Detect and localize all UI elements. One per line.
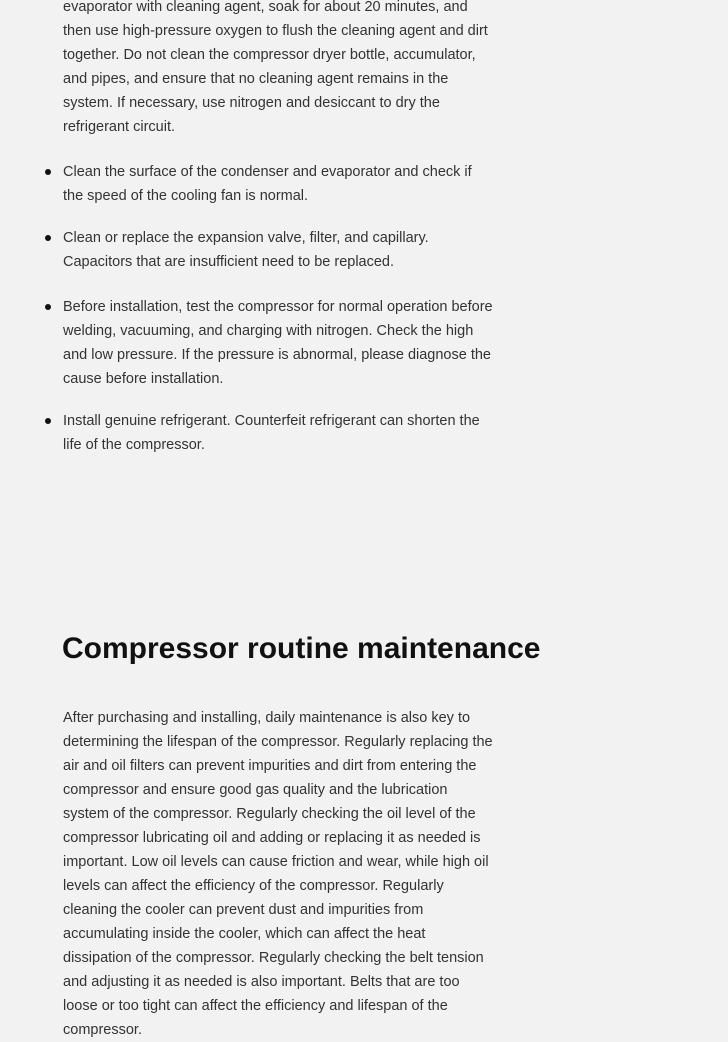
bullet-text: Clean the surface of the condenser and evaporator and check if the speed of the cooling fan is normal.: [63, 164, 472, 204]
bullet-dot-icon: [45, 304, 51, 310]
bullet-text: Install genuine refrigerant. Counterfeit refrigerant can shorten the life of the compressor.: [63, 413, 480, 453]
bullet-item: [63, 409, 493, 457]
bullet-text: Before installation, test the compressor for normal operation before welding, vacuuming, and charging with nitrogen. Check the high and low pressure. If the pressure is abnormal, please diagnose the cause before installation.: [63, 299, 493, 387]
bullet-text: Clean or replace the expansion valve, filter, and capillary. Capacitors that are insufficient need to be replaced.: [63, 230, 429, 270]
bullet-item: [63, 226, 493, 274]
section-title: Compressor routine maintenance: [62, 632, 541, 665]
bullet-dot-icon: [45, 418, 51, 424]
section-paragraph: After purchasing and installing, daily maintenance is also key to determining the lifespan of the compressor. Regularly replacing the air and oil filters can prevent impurities and dirt from entering the compressor and ensure good gas quality and the lubrication system of the compressor. Regularly checking the oil level of the compressor lubricating oil and adding or replacing it as needed is important. Low oil levels can cause friction and wear, while high oil levels can affect the efficiency of the compressor. Regularly cleaning the cooler can prevent dust and impurities from accumulating inside the cooler, which can affect the heat dissipation of the compressor. Regularly checking the belt tension and adjusting it as needed is also important. Belts that are too loose or too tight can affect the efficiency and lifespan of the compressor.: [63, 710, 493, 1038]
bullet-dot-icon: [45, 235, 51, 241]
continued-paragraph: evaporator with cleaning agent, soak for about 20 minutes, and then use high-pressure oxygen to flush the cleaning agent and dirt together. Do not clean the compressor dryer bottle, accumulator, and pipes, and ensure that no cleaning agent remains in the system. If necessary, use nitrogen and desiccant to dry the refrigerant circuit.: [63, 0, 488, 135]
bullet-item: [63, 295, 493, 391]
bullet-dot-icon: [45, 169, 51, 175]
bullet-item: [63, 160, 493, 208]
